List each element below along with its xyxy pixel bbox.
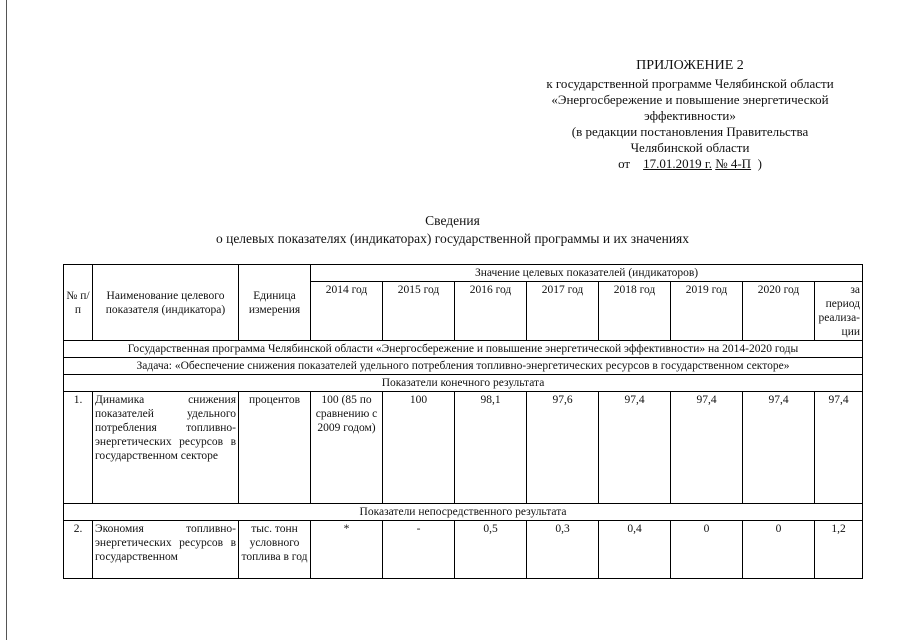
header-year: 2020 год: [743, 282, 815, 341]
value-total: 1,2: [815, 521, 863, 579]
indicators-table: [63, 264, 863, 579]
appendix-date-line: [480, 156, 900, 172]
header-year: 2014 год: [311, 282, 383, 341]
value-2019: 0: [671, 521, 743, 579]
value-2018: 97,4: [599, 392, 671, 504]
section-title: Показатели непосредственного результата: [64, 504, 863, 521]
header-year: 2018 год: [599, 282, 671, 341]
resolution-number: № 4-П: [715, 156, 752, 171]
header-num: № п/п: [64, 265, 93, 341]
table-header-row: [64, 265, 863, 282]
heading-line-2: о целевых показателях (индикаторах) государственной программы и их значениях: [215, 231, 690, 246]
date-prefix: от: [618, 156, 631, 171]
resolution-date: 17.01.2019 г.: [643, 156, 712, 171]
row-unit: процентов: [239, 392, 311, 504]
program-title: Государственная программа Челябинской области «Энергосбережение и повышение энергетической эффективности» на 2014-2020 годы: [64, 341, 863, 358]
section-row: [64, 375, 863, 392]
header-unit: Единица измерения: [239, 265, 311, 341]
value-2017: 97,6: [527, 392, 599, 504]
value-2016: 0,5: [455, 521, 527, 579]
appendix-line: (в редакции постановления Правительства: [571, 124, 809, 139]
value-2014: 100 (85 по сравнению с 2009 годом): [311, 392, 383, 504]
program-row: [64, 341, 863, 358]
row-num: 2.: [64, 521, 93, 579]
value-2014: *: [311, 521, 383, 579]
task-row: [64, 358, 863, 375]
task-title: Задача: «Обеспечение снижения показателей удельного потребления топливно-энергетических ресурсов в государственном секторе»: [64, 358, 863, 375]
table-row: [64, 392, 863, 504]
section-row: [64, 504, 863, 521]
heading-line-1: Сведения: [425, 213, 480, 228]
row-num: 1.: [64, 392, 93, 504]
appendix-line: Челябинской области: [630, 140, 750, 155]
header-year: 2019 год: [671, 282, 743, 341]
header-total: за период реализа-ции: [815, 282, 863, 341]
value-2019: 97,4: [671, 392, 743, 504]
value-2020: 97,4: [743, 392, 815, 504]
header-values: Значение целевых показателей (индикаторов): [311, 265, 863, 282]
value-2016: 98,1: [455, 392, 527, 504]
value-2017: 0,3: [527, 521, 599, 579]
header-year: 2017 год: [527, 282, 599, 341]
appendix-line: к государственной программе Челябинской области: [546, 76, 834, 91]
header-year: 2015 год: [383, 282, 455, 341]
row-name: Экономия топливно-энергетических ресурсов в государственном: [93, 521, 239, 579]
value-2018: 0,4: [599, 521, 671, 579]
page-edge-line: [6, 0, 7, 640]
header-year: 2016 год: [455, 282, 527, 341]
closing-paren: ): [757, 156, 762, 171]
row-unit: тыс. тонн условного топлива в год: [239, 521, 311, 579]
section-title: Показатели конечного результата: [64, 375, 863, 392]
row-name: Динамика снижения показателей удельного потребления топливно-энергетических ресурсов в государственном секторе: [93, 392, 239, 504]
appendix-block: [480, 58, 900, 172]
appendix-line: «Энергосбережение и повышение энергетической: [551, 92, 829, 107]
value-2015: 100: [383, 392, 455, 504]
appendix-title: ПРИЛОЖЕНИЕ 2: [636, 58, 744, 73]
table-row: [64, 521, 863, 579]
header-name: Наименование целевого показателя (индикатора): [93, 265, 239, 341]
appendix-line: эффективности»: [644, 108, 736, 123]
value-2015: -: [383, 521, 455, 579]
value-2020: 0: [743, 521, 815, 579]
value-total: 97,4: [815, 392, 863, 504]
